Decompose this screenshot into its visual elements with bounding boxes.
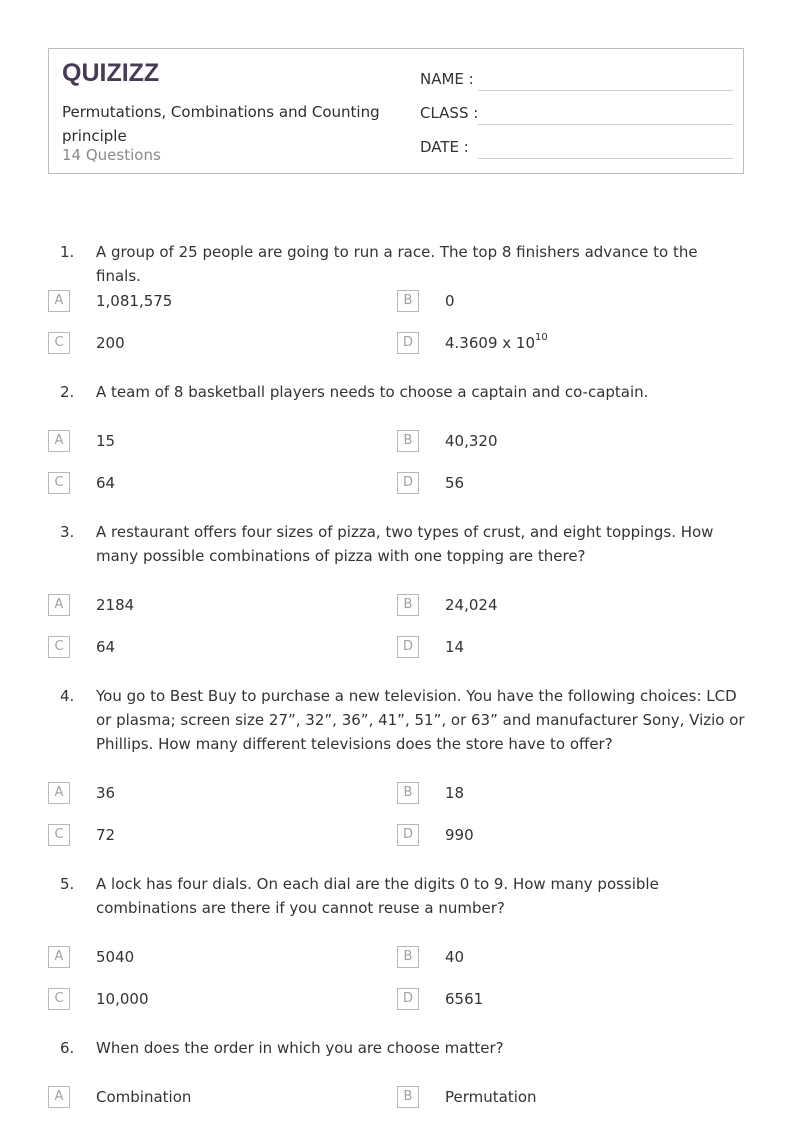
name-field[interactable]: [420, 67, 733, 91]
option-letter-box[interactable]: A: [48, 594, 70, 616]
option-letter-box[interactable]: B: [397, 430, 419, 452]
option-text: 64: [96, 638, 116, 656]
option-letter-box[interactable]: A: [48, 290, 70, 312]
question-text: A lock has four dials. On each dial are the digits 0 to 9. How many possible combinations are there if you cannot reuse a number?: [96, 875, 659, 917]
option-text: 72: [96, 826, 116, 844]
question-text: A team of 8 basketball players needs to choose a captain and co-captain.: [96, 383, 649, 401]
option-letter-box[interactable]: C: [48, 824, 70, 846]
option-text-scientific: [445, 332, 548, 354]
option-letter-box[interactable]: B: [397, 594, 419, 616]
option-letter-box[interactable]: C: [48, 472, 70, 494]
quizizz-logo: [62, 59, 159, 87]
option-text: 24,024: [445, 596, 498, 614]
option-letter-box[interactable]: A: [48, 782, 70, 804]
option-text: 4.3609 x 10: [445, 334, 535, 352]
option-text: 5040: [96, 948, 135, 966]
option-letter-box[interactable]: D: [397, 472, 419, 494]
option-text: 64: [96, 474, 116, 492]
option-text: 15: [96, 432, 116, 450]
worksheet-header: [48, 48, 744, 174]
question-text: A group of 25 people are going to run a race. The top 8 finishers advance to the finals.: [96, 243, 698, 285]
option-letter-box[interactable]: B: [397, 946, 419, 968]
option-letter-box[interactable]: D: [397, 332, 419, 354]
option-text: 1,081,575: [96, 292, 173, 310]
option-letter-box[interactable]: C: [48, 988, 70, 1010]
option-text: 56: [445, 474, 465, 492]
name-line[interactable]: [478, 90, 733, 91]
option-letter-box[interactable]: A: [48, 1086, 70, 1108]
option-letter-box[interactable]: D: [397, 824, 419, 846]
question-text: You go to Best Buy to purchase a new television. You have the following choices: LCD or plasma; screen size 27”, 32”, 36”, 41”, 51”, or 63” and manufacturer Sony, Vizio or Phillips. How many different televisions does the store have to offer?: [96, 687, 745, 753]
option-letter-box[interactable]: A: [48, 946, 70, 968]
logo-text: QUIZIZZ: [62, 58, 160, 87]
option-text: 36: [96, 784, 116, 802]
date-line[interactable]: [478, 158, 733, 159]
question-number: 6.: [60, 1039, 75, 1057]
question-number: 4.: [60, 687, 75, 705]
question-number: 3.: [60, 523, 75, 541]
option-letter-box[interactable]: C: [48, 636, 70, 658]
class-line[interactable]: [478, 124, 733, 125]
option-text: 40,320: [445, 432, 498, 450]
question-count: 14 Questions: [62, 146, 161, 164]
option-letter-box[interactable]: B: [397, 290, 419, 312]
option-text: 0: [445, 292, 455, 310]
option-letter-box[interactable]: D: [397, 988, 419, 1010]
class-label: CLASS :: [420, 104, 479, 122]
name-label: NAME :: [420, 70, 474, 88]
option-text: 40: [445, 948, 465, 966]
question-number: 2.: [60, 383, 75, 401]
option-letter-box[interactable]: C: [48, 332, 70, 354]
date-field[interactable]: [420, 135, 733, 159]
option-text: 200: [96, 334, 125, 352]
option-text: 2184: [96, 596, 135, 614]
option-letter-box[interactable]: D: [397, 636, 419, 658]
option-letter-box[interactable]: B: [397, 782, 419, 804]
question-number: 5.: [60, 875, 75, 893]
option-text: Combination: [96, 1088, 192, 1106]
option-text: 18: [445, 784, 465, 802]
option-text: Permutation: [445, 1088, 537, 1106]
option-text: 14: [445, 638, 465, 656]
class-field[interactable]: [420, 101, 733, 125]
option-text: 10,000: [96, 990, 149, 1008]
question-number: 1.: [60, 243, 75, 261]
option-letter-box[interactable]: B: [397, 1086, 419, 1108]
question-text: When does the order in which you are choose matter?: [96, 1039, 504, 1057]
option-text: 990: [445, 826, 474, 844]
option-exponent: 10: [535, 332, 548, 343]
option-letter-box[interactable]: A: [48, 430, 70, 452]
date-label: DATE :: [420, 138, 469, 156]
question-text: A restaurant offers four sizes of pizza, two types of crust, and eight toppings. How many possible combinations of pizza with one topping are there?: [96, 523, 714, 565]
worksheet-title: Permutations, Combinations and Counting principle: [62, 103, 380, 145]
option-text: 6561: [445, 990, 484, 1008]
